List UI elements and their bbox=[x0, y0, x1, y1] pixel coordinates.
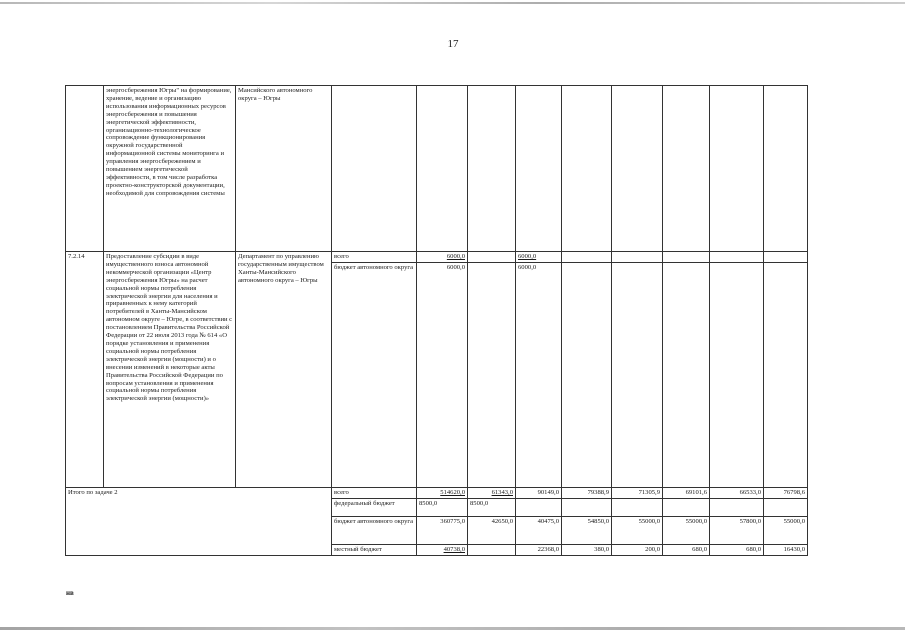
value-cell: 6000,0 bbox=[417, 252, 468, 263]
value-cell: 54850,0 bbox=[562, 516, 612, 544]
value-cell: 380,0 bbox=[562, 544, 612, 555]
scan-artifact-bottom bbox=[0, 627, 905, 630]
value-cell: 61343,0 bbox=[468, 487, 516, 498]
value-cell bbox=[468, 262, 516, 487]
value-cell: 55000,0 bbox=[764, 516, 808, 544]
value-cell bbox=[663, 498, 710, 516]
value-cell bbox=[468, 544, 516, 555]
value-cell: 200,0 bbox=[612, 544, 663, 555]
value-cell: 55000,0 bbox=[663, 516, 710, 544]
source-cell: местный бюджет bbox=[332, 544, 417, 555]
value-cell: 90149,0 bbox=[516, 487, 562, 498]
value-cell: 79388,9 bbox=[562, 487, 612, 498]
source-cell bbox=[332, 86, 417, 252]
value-cell bbox=[468, 252, 516, 263]
value-cell: 680,0 bbox=[710, 544, 764, 555]
table-row bbox=[66, 487, 808, 498]
value-cell: 69101,6 bbox=[663, 487, 710, 498]
code-cell bbox=[66, 86, 104, 252]
value-cell: 8500,0 bbox=[417, 498, 468, 516]
value-cell: 6000,0 bbox=[516, 262, 562, 487]
value-cell: 6000,0 bbox=[417, 262, 468, 487]
value-cell bbox=[710, 498, 764, 516]
value-cell: 55000,0 bbox=[612, 516, 663, 544]
footer-mark: нв bbox=[66, 589, 74, 597]
value-cell bbox=[612, 262, 663, 487]
executor-cell: Департамент по управлению государственным имуществом Ханты-Мансийского автономного округа – Югры bbox=[236, 252, 332, 488]
value-cell: 6000,0 bbox=[516, 252, 562, 263]
program-table bbox=[65, 85, 808, 556]
value-cell bbox=[612, 498, 663, 516]
value-cell bbox=[562, 252, 612, 263]
value-cell bbox=[663, 252, 710, 263]
activity-name-cell: Предоставление субсидии в виде имущественного взноса автономной некоммерческой организации «Центр энергосбережения Югры» на расчет социальной нормы потребления электрической энергии для населения и приравненных к нему категорий потребителей в Ханты-Мансийском автономном округе – Югре, в соответствии с постановлением Правительства Российской Федерации от 22 июля 2013 года № 614 «О порядке установления и применения социальной нормы потребления электрической энергии (мощности) и о внесении изменений в некоторые акты Правительства Российской Федерации по вопросам установления и применения социальной нормы потребления электрической энергии (мощности)» bbox=[104, 252, 236, 488]
value-cell: 66533,0 bbox=[710, 487, 764, 498]
source-cell: федеральный бюджет bbox=[332, 498, 417, 516]
value-cell bbox=[516, 498, 562, 516]
value-cell bbox=[612, 252, 663, 263]
table-row bbox=[66, 252, 808, 263]
code-cell: 7.2.14 bbox=[66, 252, 104, 488]
total-label-cell: Итого по задаче 2 bbox=[66, 487, 332, 555]
value-cell bbox=[710, 262, 764, 487]
value-cell: 22368,0 bbox=[516, 544, 562, 555]
source-cell: всего bbox=[332, 252, 417, 263]
source-cell: бюджет автономного округа bbox=[332, 262, 417, 487]
value-cell: 42650,0 bbox=[468, 516, 516, 544]
source-cell: бюджет автономного округа bbox=[332, 516, 417, 544]
table-row bbox=[66, 86, 808, 252]
value-cell bbox=[764, 262, 808, 487]
value-cell bbox=[710, 252, 764, 263]
value-cell: 71305,9 bbox=[612, 487, 663, 498]
executor-cell: Мансийского автономного округа – Югры bbox=[236, 86, 332, 252]
source-cell: всего bbox=[332, 487, 417, 498]
value-cell bbox=[764, 498, 808, 516]
activity-name-cell: энергосбережения Югры" на формирование, хранение, ведение и организацию использования информационных ресурсов энергосбережения и повышения энергетической эффективности, организационно-технологическое сопровождение функционирования окружной государственной информационной системы мониторинга и управления энергосбережением и повышением энергетической эффективности, в том числе разработка проектно-конструкторской документации, необходимой для сопровождения системы bbox=[104, 86, 236, 252]
value-cell: 8500,0 bbox=[468, 498, 516, 516]
value-cell: 16430,0 bbox=[764, 544, 808, 555]
value-cell bbox=[562, 498, 612, 516]
value-cell bbox=[562, 262, 612, 487]
value-cell: 57800,0 bbox=[710, 516, 764, 544]
value-cell: 40738,0 bbox=[417, 544, 468, 555]
value-cell bbox=[764, 252, 808, 263]
value-cell: 360775,0 bbox=[417, 516, 468, 544]
value-cell: 514620,0 bbox=[417, 487, 468, 498]
value-cell: 680,0 bbox=[663, 544, 710, 555]
scan-artifact-top bbox=[0, 2, 905, 4]
value-cell: 40475,0 bbox=[516, 516, 562, 544]
value-cell bbox=[663, 262, 710, 487]
value-cell: 76798,6 bbox=[764, 487, 808, 498]
page-number: 17 bbox=[447, 38, 459, 50]
